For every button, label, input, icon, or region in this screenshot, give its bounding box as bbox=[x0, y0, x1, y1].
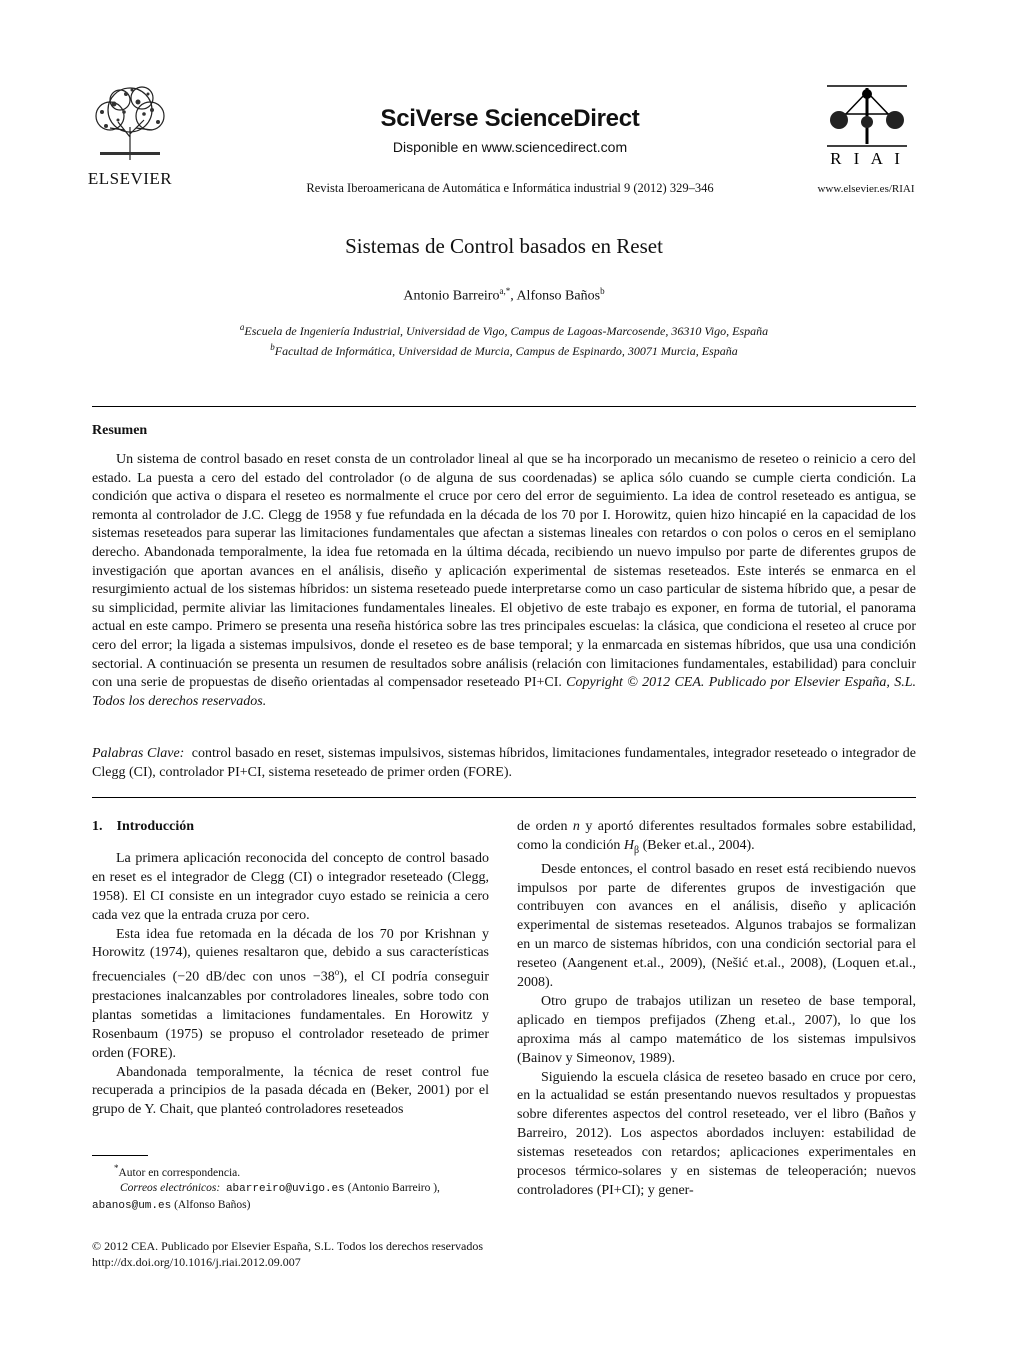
paragraph: Abandonada temporalmente, la técnica de reset control fue recuperada a principios de la pasada década en (Beker, 2001) por el grupo de Y. Chait, que planteó controladores reseteados bbox=[92, 1064, 489, 1118]
divider-bottom bbox=[92, 797, 916, 798]
elsevier-logo bbox=[80, 82, 180, 192]
email-owner: (Antonio Barreiro ), bbox=[344, 1182, 440, 1195]
footnote-emails bbox=[92, 1181, 492, 1198]
author-affiliation-marker: b bbox=[600, 286, 605, 296]
math-n: n bbox=[572, 819, 580, 834]
affiliation-a bbox=[92, 320, 916, 340]
divider-top bbox=[92, 406, 916, 407]
paragraph: Desde entonces, el control basado en reset está recibiendo nuevos impulsos por parte de diferentes grupos de investigación que contribuyen con avances en el análisis, diseño y aplicación experimental de sistemas reseteados. Algunos trabajos se formalizan en un marco de sistemas híbridos, con una condición sectorial para el reseteo (Aangenent et.al., 2009), (Nešić et.al., 2008), (Loquen et.al., 2008). bbox=[517, 861, 916, 991]
section-title: Introducción bbox=[116, 819, 195, 834]
affiliation-text: Escuela de Ingeniería Industrial, Universidad de Vigo, Campus de Lagoas-Marcosende, 36310 Vigo, España bbox=[244, 324, 769, 338]
platform-title: SciVerse ScienceDirect bbox=[380, 105, 640, 132]
paragraph-text: de orden bbox=[517, 819, 573, 834]
math-beta: β bbox=[634, 844, 640, 856]
riai-logo bbox=[822, 84, 912, 168]
riai-emblem-icon bbox=[822, 84, 912, 168]
journal-citation: Revista Iberoamericana de Automática e Informática industrial 9 (2012) 329–346 bbox=[306, 181, 714, 195]
author-list bbox=[92, 286, 916, 305]
footnote-marker: * bbox=[114, 1163, 119, 1173]
affiliation-marker: a bbox=[239, 322, 245, 332]
paragraph-text: (Beker et.al., 2004). bbox=[639, 837, 755, 853]
footnote-emails-cont bbox=[92, 1198, 492, 1215]
riai-logo-text: R I A I bbox=[830, 149, 904, 168]
page-footer bbox=[92, 1239, 692, 1270]
math-h: H bbox=[623, 837, 635, 853]
riai-url[interactable]: www.elsevier.es/RIAI bbox=[817, 183, 915, 195]
keywords bbox=[92, 745, 916, 782]
footnote-text: Autor en correspondencia. bbox=[118, 1166, 241, 1179]
paragraph-text: y aportó diferentes resultados formales sobre estabilidad, como la condición bbox=[517, 819, 916, 853]
email-owner: (Alfonso Baños) bbox=[171, 1198, 251, 1211]
degree-superscript: o bbox=[334, 967, 340, 978]
abstract-heading: Resumen bbox=[92, 423, 148, 438]
section-number: 1. bbox=[92, 819, 103, 834]
abstract-text: Un sistema de control basado en reset consta de un controlador lineal al que se ha incorporado un mecanismo de reseteo o reinicio a cero del estado. La puesta a cero del estado del controlador (o de alguna de sus coordenadas) se aplica sólo cuando se cumple cierta condición. La condición que activa o dispara el reseteo es normalmente el cruce por cero del error de seguimiento. La idea de control reseteado es antigua, se remonta al controlador de J.C. Clegg de 1958 y fue refundada en la década de los 70 por I. Horowitz, quien hizo hincapié en la capacidad de los sistemas reseteados para superar las limitaciones fundamentales que afectan a sistemas lineales con retardos o con polos o ceros en el semiplano derecho. Abandonada temporalmente, la idea fue retomada en la última década, recibiendo un nuevo impulso por parte de diferentes grupos de investigación que aportan avances en el análisis, diseño y aplicación experimental de sistemas reseteados. Este interés se enmarca en el resurgimiento actual de los sistemas híbridos: un sistema reseteado puede interpretarse como un caso particular de sistema híbrido que, a pesar de su simplicidad, permite aliviar las limitaciones fundamentales lineales. El objetivo de este trabajo es exponer, en forma de tutorial, el panorama actual en este campo. Primero se presenta una reseña histórica sobre las tres principales escuelas: la clásica, que condiciona el reseteo al cruce por cero del error; la ligada a sistemas impulsivos, donde el reseteo es de base temporal; y la enmarcada en sistemas híbridos, que usa una condición sectorial. A continuación se presenta un resumen de resultados sobre análisis (relación con limitaciones fundamentales, estabilidad) para concluir con una serie de propuestas de diseño orientadas al compensador reseteado PI+CI. bbox=[92, 452, 916, 691]
footnote-correspondence bbox=[92, 1161, 492, 1181]
emails-label: Correos electrónicos: bbox=[120, 1182, 221, 1195]
section-heading bbox=[92, 818, 489, 837]
email-link[interactable]: abanos@um.es bbox=[92, 1199, 172, 1212]
author-name: Antonio Barreiro bbox=[403, 288, 500, 304]
paragraph-text: ), el CI podría conseguir prestaciones inalcanzables por controladores lineales, sobre todo con plantas sometidas a limitaciones fundamentales. En Horowitz y Rosenbaum (1975) se propuso el controlador reseteado de primer orden (FORE). bbox=[92, 970, 489, 1061]
keywords-list: control basado en reset, sistemas impulsivos, sistemas híbridos, limitaciones fundamentales, integrador reseteado o integrador de Clegg (CI), controlador PI+CI, sistema reseteado de primer orden (FORE). bbox=[92, 746, 917, 780]
keywords-label: Palabras Clave: bbox=[92, 746, 185, 761]
right-column bbox=[517, 818, 916, 1201]
author-affiliation-marker: a,* bbox=[499, 286, 511, 296]
footer-copyright: © 2012 CEA. Publicado por Elsevier España, S.L. Todos los derechos reservados bbox=[92, 1239, 483, 1253]
affiliation-b bbox=[92, 340, 916, 360]
paragraph: Otro grupo de trabajos utilizan un reseteo de base temporal, aplicado en tiempos prefijados (Zheng et.al., 2007), lo que los aproxima más al campo matemático de los sistemas impulsivos (Bainov y Simeonov, 1989). bbox=[517, 993, 916, 1066]
paragraph bbox=[517, 818, 916, 861]
affiliations bbox=[92, 320, 916, 359]
footer-doi[interactable]: http://dx.doi.org/10.1016/j.riai.2012.09.007 bbox=[92, 1254, 301, 1269]
footnote-divider bbox=[92, 1155, 148, 1156]
footnote bbox=[92, 1161, 492, 1214]
platform-subtitle[interactable]: Disponible en www.sciencedirect.com bbox=[392, 139, 628, 155]
affiliation-marker: b bbox=[270, 341, 275, 352]
article-title: Sistemas de Control basados en Reset bbox=[345, 234, 663, 258]
abstract-copyright: Copyright © 2012 CEA. Publicado por Elsevier España, S.L. Todos los derechos reservados. bbox=[92, 675, 916, 709]
abstract-body bbox=[92, 451, 916, 711]
paragraph bbox=[92, 926, 489, 1064]
elsevier-tree-icon bbox=[80, 82, 180, 162]
author-name: Alfonso Baños bbox=[516, 288, 601, 304]
affiliation-text: Facultad de Informática, Universidad de Murcia, Campus de Espinardo, 30071 Murcia, España bbox=[274, 343, 738, 358]
paragraph-text: Esta idea fue retomada en la década de los 70 por Krishnan y Horowitz (1974), quienes resaltaron que, debido a sus características frecuenciales (−20 dB/dec con unos −38 bbox=[92, 926, 489, 985]
paragraph: Siguiendo la escuela clásica de reseteo basado en cruce por cero, en la actualidad se están presentando nuevos resultados y propuestas sobre diferentes aspectos del control reseteado, ver el libro (Baños y Barreiro, 2012). Los aspectos abordados incluyen: estabilidad de sistemas reseteados con retardos; aplicaciones experimentales en procesos térmico-solares y en sistemas de teleoperación; nuevos controladores (PI+CI); y gener- bbox=[517, 1069, 916, 1199]
elsevier-wordmark: ELSEVIER bbox=[87, 169, 173, 188]
left-column bbox=[92, 818, 489, 1120]
author-separator: , bbox=[510, 288, 517, 304]
paragraph: La primera aplicación reconocida del concepto de control basado en reset es el integrador de Clegg (CI) o integrador reseteado (Clegg, 1958). El CI consiste en un integrador cuyo estado se reinicia a cero cada vez que la entrada cruza por cero. bbox=[92, 850, 489, 923]
email-link[interactable]: abarreiro@uvigo.es bbox=[225, 1183, 345, 1196]
